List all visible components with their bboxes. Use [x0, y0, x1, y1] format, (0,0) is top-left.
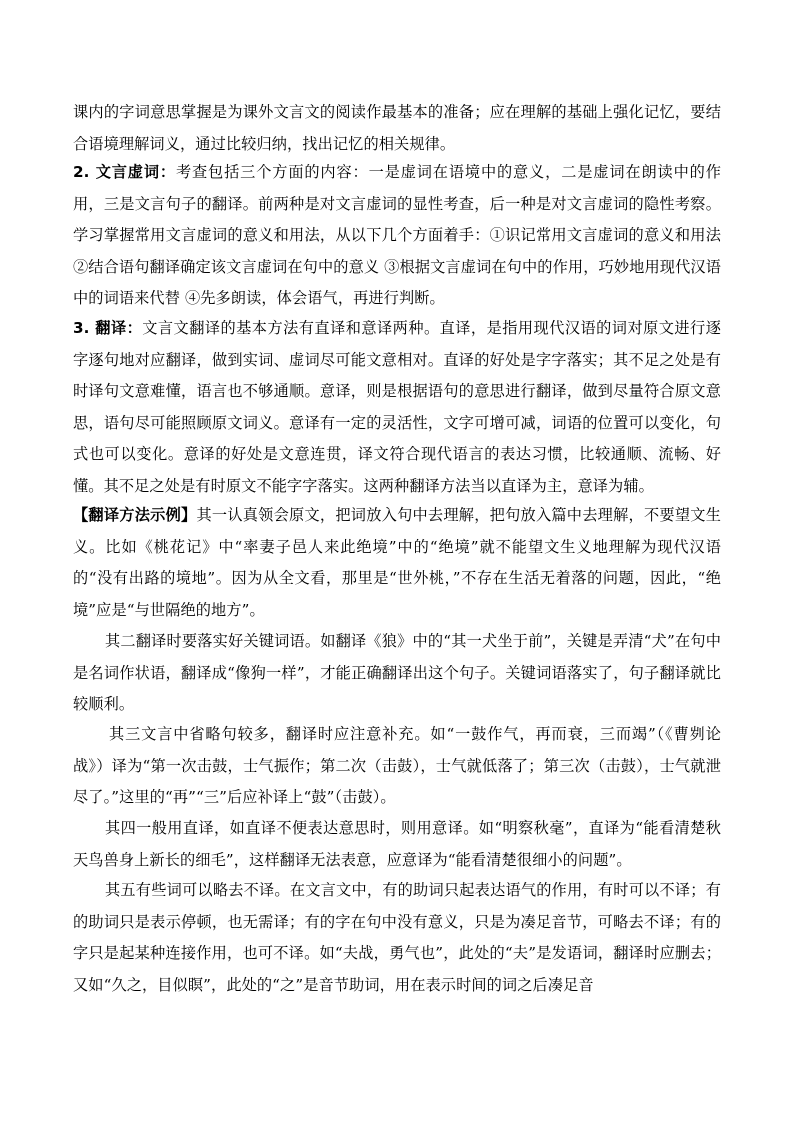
paragraph-text: 课内的字词意思掌握是为课外文言文的阅读作最基本的准备；应在理解的基础上强化记忆，要结合语境理解词义，通过比较归纳，找出记忆的相关规律。: [73, 103, 721, 153]
section-heading: 3. 翻译：: [73, 319, 143, 337]
paragraph-text: 其二翻译时要落实好关键词语。如翻译《狼》中的“其一犬坐于前”，关键是弄清“犬”在句中是名词作状语，翻译成“像狗一样”，才能正确翻译出这个句子。关键词语落实了，句子翻译就比较顺利。: [73, 632, 721, 713]
paragraph-text: 其三文言中省略句较多，翻译时应注意补充。如“一鼓作气，再而衰，三而竭”（《曹刿论战》）译为“第一次击鼓，士气振作；第二次（击鼓），士气就低落了；第三次（击鼓），士气就泄尽了。”这里的“再”“三”后应补译上“鼓”（击鼓）。: [73, 725, 721, 806]
paragraph-translation-examples: [73, 500, 721, 626]
section-heading: 2. 文言虚词：: [73, 163, 176, 181]
paragraph-text: 考查包括三个方面的内容：一是虚词在语境中的意义，二是虚词在朗读中的作用，三是文言句子的翻译。前两种是对文言虚词的显性考查，后一种是对文言虚词的隐性考察。学习掌握常用文言虚词的意义和用法，从以下几个方面着手：①识记常用文言虚词的意义和用法②结合语句翻译确定该文言虚词在句中的意义 ③根据文言虚词在句中的作用，巧妙地用现代汉语中的词语来代替 ④先多朗读，体会语气，再进行判断。: [73, 163, 721, 307]
paragraph-function-words: [73, 157, 721, 315]
paragraph-text: 其一认真领会原文，把词放入句中去理解，把句放入篇中去理解，不要望文生义。比如《桃花记》中“率妻子邑人来此绝境”中的“绝境”就不能望文生义地理解为现代汉语的“没有出路的境地”。因为从全文看，那里是“世外桃，”不存在生活无着落的问题，因此，“绝境”应是“与世隔绝的地方”。: [73, 506, 721, 619]
paragraph-method-four: [73, 813, 721, 876]
section-heading: 【翻译方法示例】: [73, 506, 197, 524]
paragraph-method-five: [73, 875, 721, 1001]
paragraph-text: 其五有些词可以略去不译。在文言文中，有的助词只起表达语气的作用，有时可以不译；有的助词只是表示停顿，也无需译；有的字在句中没有意义，只是为凑足音节，可略去不译；有的字只是起某种连接作用，也可不译。如“夫战，勇气也”，此处的“夫”是发语词，翻译时应删去；又如“久之，目似瞑”，此处的“之”是音节助词，用在表示时间的词之后凑足音: [73, 881, 721, 994]
paragraph-translation: [73, 313, 721, 502]
paragraph-text: 其四一般用直译，如直译不便表达意思时，则用意译。如“明察秋毫”，直译为“能看清楚秋天鸟兽身上新长的细毛”，这样翻译无法表意，应意译为“能看清楚很细小的问题”。: [73, 819, 721, 869]
paragraph-word-meaning: [73, 97, 721, 160]
paragraph-text: 文言文翻译的基本方法有直译和意译两种。直译，是指用现代汉语的词对原文进行逐字逐句地对应翻译，做到实词、虚词尽可能文意相对。直译的好处是字字落实；其不足之处是有时译句文意难懂，语言也不够通顺。意译，则是根据语句的意思进行翻译，做到尽量符合原文意思，语句尽可能照顾原文词义。意译有一定的灵活性，文字可增可减，词语的位置可以变化，句式也可以变化。意译的好处是文意连贯，译文符合现代语言的表达习惯，比较通顺、流畅、好懂。其不足之处是有时原文不能字字落实。这两种翻译方法当以直译为主，意译为辅。: [73, 319, 721, 495]
paragraph-method-three: [73, 719, 721, 814]
paragraph-method-two: [73, 626, 721, 721]
